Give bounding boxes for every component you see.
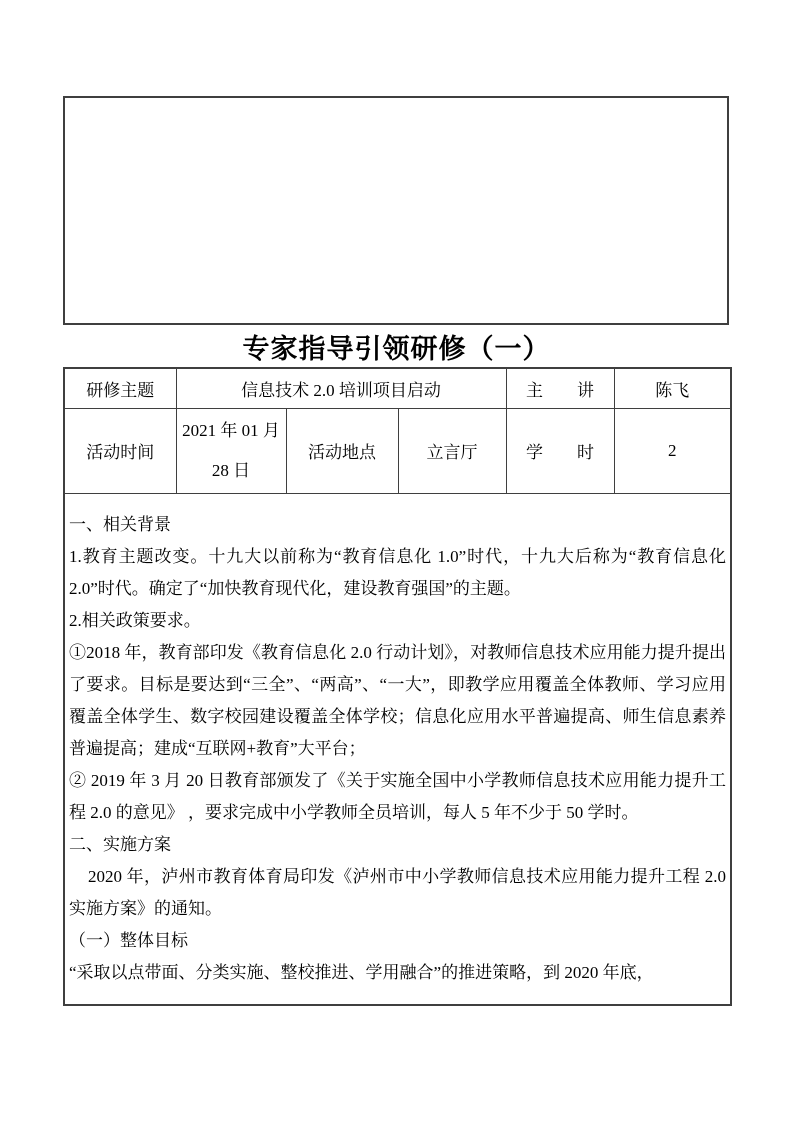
- topic-value-cell: 信息技术 2.0 培训项目启动: [176, 368, 506, 408]
- table-row-topic: [64, 368, 731, 408]
- table-row-content: [64, 493, 731, 1005]
- speaker-value-cell: 陈飞: [614, 368, 731, 408]
- body-paragraph: 一、相关背景: [69, 514, 171, 534]
- body-paragraph: ①2018 年，教育部印发《教育信息化 2.0 行动计划》，对教师信息技术应用能力提升提出了要求。目标是要达到“三全”、“两高”、“一大”，即教学应用覆盖全体教师、学习应用覆盖全体学生、数字校园建设覆盖全体学校；信息化应用水平普遍提高、师生信息素养普遍提高；建成“互联网+教育”大平台；: [69, 642, 727, 758]
- body-paragraph: （一）整体目标: [69, 930, 188, 950]
- info-table: [63, 367, 732, 1006]
- hours-value-cell: 2: [614, 408, 731, 493]
- time-label-cell: 活动时间: [64, 408, 176, 493]
- body-paragraph: ② 2019 年 3 月 20 日教育部颁发了《关于实施全国中小学教师信息技术应用能力提升工程 2.0 的意见》 ，要求完成中小学教师全员培训，每人 5 年不少于 50 学时。: [69, 770, 727, 822]
- body-paragraph: 1.教育主题改变。十九大以前称为“教育信息化 1.0”时代，十九大后称为“教育信息化 2.0”时代。确定了“加快教育现代化，建设教育强国”的主题。: [69, 546, 727, 598]
- speaker-label-cell: 主 讲: [506, 368, 614, 408]
- location-value-cell: 立言厅: [398, 408, 506, 493]
- image-placeholder-box: [63, 96, 729, 325]
- body-paragraph: “采取以点带面、分类实施、整校推进、学用融合”的推进策略，到 2020 年底，: [69, 962, 654, 982]
- content-cell: [64, 493, 731, 1005]
- body-paragraph: 2020 年，泸州市教育体育局印发《泸州市中小学教师信息技术应用能力提升工程 2.0 实施方案》的通知。: [69, 866, 727, 918]
- topic-label-cell: 研修主题: [64, 368, 176, 408]
- page-title: 专家指导引领研修（一）: [242, 334, 551, 364]
- body-paragraph: 二、实施方案: [69, 834, 171, 854]
- body-paragraph: 2.相关政策要求。: [69, 610, 201, 630]
- time-value-cell: 2021 年 01 月 28 日: [176, 408, 286, 493]
- table-row-time: [64, 408, 731, 493]
- location-label-cell: 活动地点: [286, 408, 398, 493]
- hours-label-cell: 学 时: [506, 408, 614, 493]
